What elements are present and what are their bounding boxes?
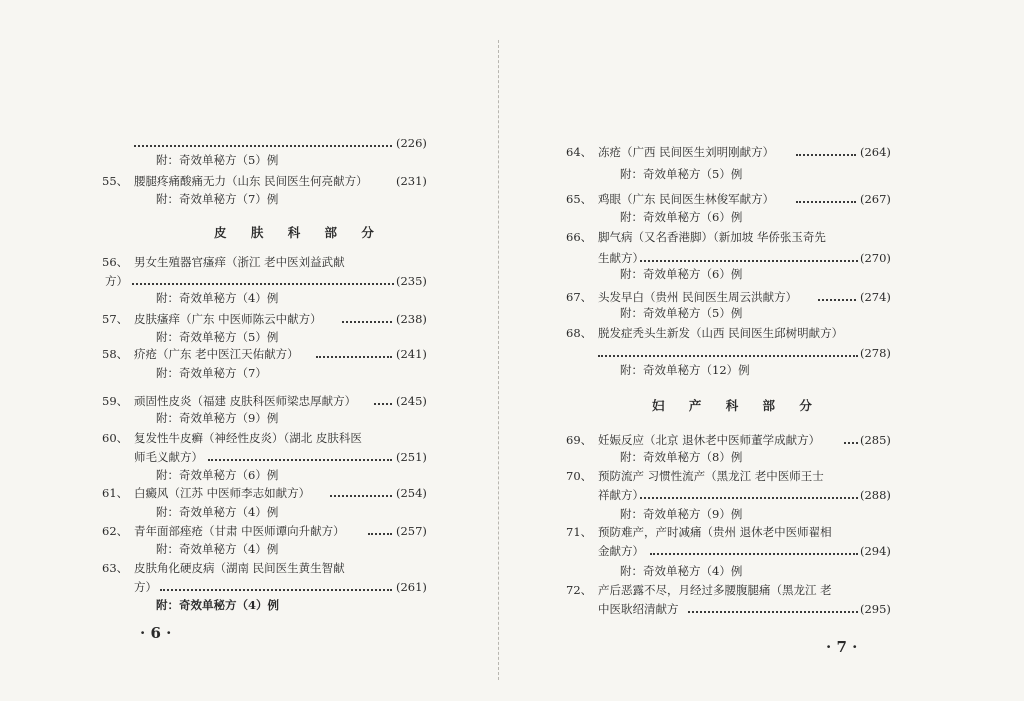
- entry-title: 金献方）: [598, 544, 644, 558]
- dot-leader: [844, 442, 858, 444]
- entry-number: 57、: [102, 312, 129, 326]
- page-number: (231): [396, 174, 427, 188]
- entry-title: 中医耿绍清献方: [598, 602, 679, 616]
- entry-number: 72、: [566, 583, 593, 597]
- entry-number: 67、: [566, 290, 593, 304]
- appendix-line: 附：奇效单秘方（5）例: [156, 330, 279, 344]
- appendix-line: 附：奇效单秘方（4）例: [156, 542, 279, 556]
- appendix-line: 附：奇效单秘方（4）例: [156, 291, 279, 305]
- appendix-line: 附：奇效单秘方（9）例: [620, 507, 743, 521]
- entry-number: 71、: [566, 525, 593, 539]
- entry-title: 青年面部痤疮（甘肃 中医师谭向升献方）: [134, 524, 345, 538]
- page-number: (270): [860, 251, 891, 265]
- page-number: (226): [396, 136, 427, 150]
- page-number: (241): [396, 347, 427, 361]
- entry-title: 产后恶露不尽，月经过多腰腹腿痛（黑龙江 老: [598, 583, 832, 597]
- page-number: (257): [396, 524, 427, 538]
- page-number: (285): [860, 433, 891, 447]
- entry-number: 66、: [566, 230, 593, 244]
- dot-leader: [160, 589, 392, 591]
- dot-leader: [640, 497, 858, 499]
- dot-leader: [134, 145, 392, 147]
- page-number: (294): [860, 544, 891, 558]
- dot-leader: [342, 321, 392, 323]
- entry-number: 60、: [102, 431, 129, 445]
- page-number: (261): [396, 580, 427, 594]
- appendix-line: 附：奇效单秘方（4）例: [156, 598, 280, 612]
- appendix-line: 附：奇效单秘方（5）例: [620, 167, 743, 181]
- entry-number: 61、: [102, 486, 129, 500]
- entry-title: 方）: [105, 274, 128, 288]
- dot-leader: [818, 299, 856, 301]
- left-page: [0, 0, 500, 701]
- entry-number: 69、: [566, 433, 593, 447]
- appendix-line: 附：奇效单秘方（7）: [156, 366, 267, 380]
- entry-number: 68、: [566, 326, 593, 340]
- dot-leader: [598, 355, 858, 357]
- entry-title: 复发性牛皮癣（神经性皮炎）（湖北 皮肤科医: [134, 431, 362, 445]
- section-heading: 皮 肤 科 部 分: [214, 225, 384, 240]
- appendix-line: 附：奇效单秘方（12）例: [620, 363, 750, 377]
- appendix-line: 附：奇效单秘方（6）例: [620, 267, 743, 281]
- dot-leader: [650, 553, 858, 555]
- entry-title: 鸡眼（广东 民间医生林俊军献方）: [598, 192, 775, 206]
- entry-title: 脚气病（又名香港脚）（新加坡 华侨张玉奇先: [598, 230, 826, 244]
- page-number: (235): [396, 274, 427, 288]
- appendix-line: 附：奇效单秘方（5）例: [620, 306, 743, 320]
- entry-title: 祥献方）: [598, 488, 644, 502]
- page-number: (278): [860, 346, 891, 360]
- appendix-line: 附：奇效单秘方（6）例: [156, 468, 279, 482]
- page-number: (245): [396, 394, 427, 408]
- dot-leader: [374, 403, 392, 405]
- entry-title: 冻疮（广西 民间医生刘明刚献方）: [598, 145, 775, 159]
- page-number: (288): [860, 488, 891, 502]
- dot-leader: [208, 459, 392, 461]
- page-number: (267): [860, 192, 891, 206]
- entry-title: 师毛义献方）: [134, 450, 203, 464]
- appendix-line: 附：奇效单秘方（4）例: [156, 505, 279, 519]
- appendix-line: 附：奇效单秘方（6）例: [620, 210, 743, 224]
- dot-leader: [640, 260, 858, 262]
- entry-number: 63、: [102, 561, 129, 575]
- page-number: (274): [860, 290, 891, 304]
- entry-title: 白癜风（江苏 中医师李志如献方）: [134, 486, 311, 500]
- entry-title: 皮肤角化硬皮病（湖南 民间医生黄生智献: [134, 561, 345, 575]
- entry-title: 方）: [134, 580, 157, 594]
- dot-leader: [330, 495, 392, 497]
- entry-number: 59、: [102, 394, 129, 408]
- page-number: (264): [860, 145, 891, 159]
- entry-title: 生献方）: [598, 251, 644, 265]
- entry-number: 64、: [566, 145, 593, 159]
- page-number: (295): [860, 602, 891, 616]
- folio: · 6 ·: [140, 624, 172, 642]
- page-number: (238): [396, 312, 427, 326]
- entry-number: 70、: [566, 469, 593, 483]
- entry-title: 男女生殖器官瘙痒（浙江 老中医刘益武献: [134, 255, 345, 269]
- entry-title: 脱发症秃头生新发（山西 民间医生邱树明献方）: [598, 326, 844, 340]
- dot-leader: [688, 611, 858, 613]
- entry-title: 疥疮（广东 老中医江天佑献方）: [134, 347, 299, 361]
- entry-title: 妊娠反应（北京 退休老中医师董学成献方）: [598, 433, 821, 447]
- folio: · 7 ·: [826, 638, 858, 656]
- dot-leader: [316, 356, 392, 358]
- dot-leader: [796, 201, 856, 203]
- entry-number: 56、: [102, 255, 129, 269]
- entry-number: 58、: [102, 347, 129, 361]
- entry-number: 62、: [102, 524, 129, 538]
- section-heading: 妇 产 科 部 分: [652, 398, 822, 413]
- entry-number: 55、: [102, 174, 129, 188]
- entry-title: 预防难产，产时减痛（贵州 退休老中医师翟相: [598, 525, 832, 539]
- entry-title: 皮肤瘙痒（广东 中医师陈云中献方）: [134, 312, 322, 326]
- appendix-line: 附：奇效单秘方（5）例: [156, 153, 279, 167]
- appendix-line: 附：奇效单秘方（9）例: [156, 411, 279, 425]
- appendix-line: 附：奇效单秘方（7）例: [156, 192, 279, 206]
- dot-leader: [368, 533, 392, 535]
- right-page: [512, 0, 1024, 701]
- page-number: (254): [396, 486, 427, 500]
- dot-leader: [796, 154, 856, 156]
- page-number: (251): [396, 450, 427, 464]
- appendix-line: 附：奇效单秘方（8）例: [620, 450, 743, 464]
- entry-title: 顽固性皮炎（福建 皮肤科医师梁忠厚献方）: [134, 394, 357, 408]
- entry-title: 头发早白（贵州 民间医生周云洪献方）: [598, 290, 798, 304]
- dot-leader: [132, 283, 394, 285]
- appendix-line: 附：奇效单秘方（4）例: [620, 564, 743, 578]
- entry-title: 预防流产 习惯性流产（黑龙江 老中医师王士: [598, 469, 824, 483]
- entry-number: 65、: [566, 192, 593, 206]
- entry-title: 腰腿疼痛酸痛无力（山东 民间医生何亮献方）: [134, 174, 368, 188]
